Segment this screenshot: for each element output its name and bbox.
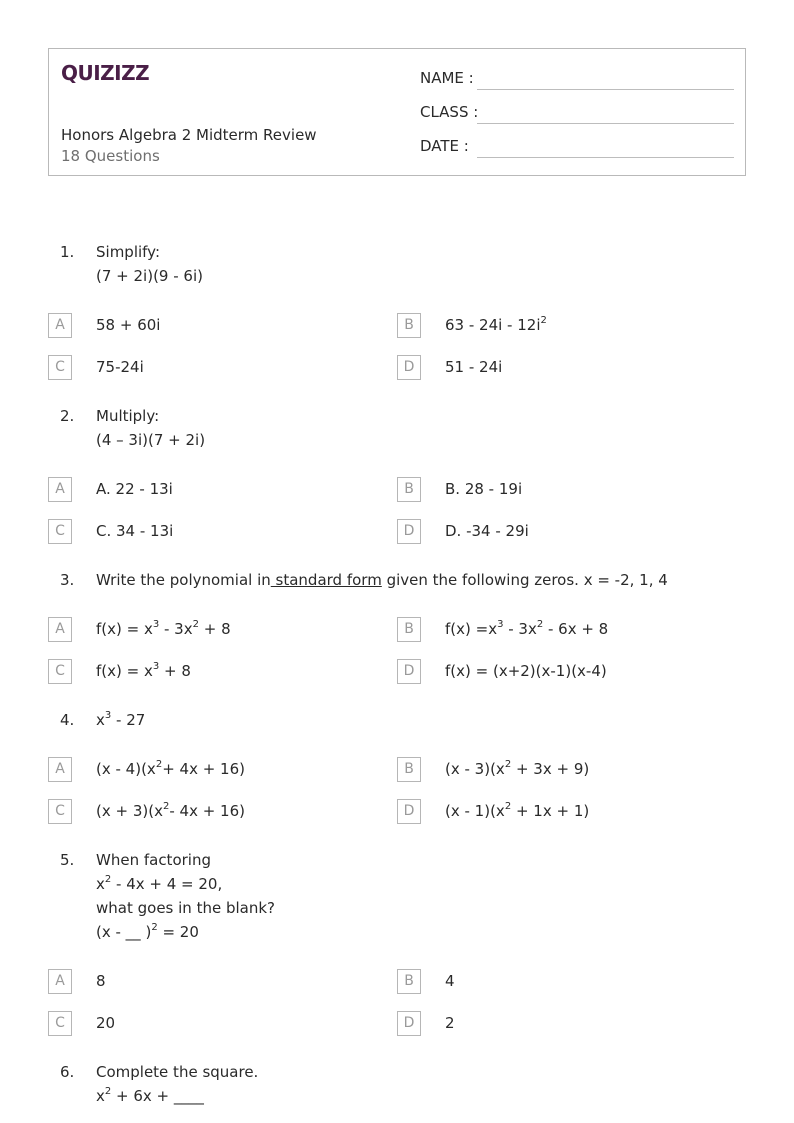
question-text: Write the polynomial in standard form given the following zeros. x = -2, 1, 4 bbox=[96, 571, 668, 589]
option-text: B. 28 - 19i bbox=[445, 480, 523, 498]
option-text: $(x - 4)(x^2+ 4x + 16)$ bbox=[96, 759, 245, 778]
option-text: A. 22 - 13i bbox=[96, 480, 173, 498]
option-text: f(x) = (x+2)(x-1)(x-4) bbox=[445, 662, 607, 680]
option-letter-box[interactable]: C bbox=[48, 799, 72, 824]
worksheet-title: Honors Algebra 2 Midterm Review bbox=[61, 126, 317, 144]
option-letter-box[interactable]: C bbox=[48, 519, 72, 544]
question-text: $x^2 - 4x + 4 = 20$, bbox=[96, 874, 223, 893]
question-text: When factoring bbox=[96, 851, 211, 869]
option-letter-box[interactable]: C bbox=[48, 1011, 72, 1036]
option-letter-box[interactable]: B bbox=[397, 757, 421, 782]
question-number: 2. bbox=[60, 407, 75, 425]
option-text: 20 bbox=[96, 1014, 116, 1032]
name-line[interactable] bbox=[477, 89, 734, 90]
option-text: $(x + 3)(x^2-$ 4x + 16) bbox=[96, 801, 245, 820]
option-letter-box[interactable]: C bbox=[48, 355, 72, 380]
question-number: 3. bbox=[60, 571, 75, 589]
question-text: Complete the square. bbox=[96, 1063, 259, 1081]
question-number: 1. bbox=[60, 243, 75, 261]
option-text: $f(x) = x^3 + 8$ bbox=[96, 661, 191, 680]
option-text: 75-24i bbox=[96, 358, 144, 376]
option-letter-box[interactable]: A bbox=[48, 477, 72, 502]
class-label: CLASS : bbox=[420, 103, 479, 121]
option-letter-box[interactable]: B bbox=[397, 477, 421, 502]
option-letter-box[interactable]: C bbox=[48, 659, 72, 684]
option-letter-box[interactable]: D bbox=[397, 519, 421, 544]
option-text: $63 - 24i - 12i^2$ bbox=[445, 315, 547, 334]
option-text: 8 bbox=[96, 972, 106, 990]
option-letter-box[interactable]: D bbox=[397, 659, 421, 684]
option-letter-box[interactable]: A bbox=[48, 313, 72, 338]
question-text: (7 + 2i)(9 - 6i) bbox=[96, 267, 203, 285]
option-letter-box[interactable]: B bbox=[397, 313, 421, 338]
question-count: 18 Questions bbox=[61, 147, 160, 165]
option-letter-box[interactable]: D bbox=[397, 799, 421, 824]
option-letter-box[interactable]: A bbox=[48, 969, 72, 994]
question-number: 4. bbox=[60, 711, 75, 729]
date-line[interactable] bbox=[477, 157, 734, 158]
question-text: (x - __ )$^2$ = 20 bbox=[96, 922, 199, 941]
question-text: $x^3 - 27$ bbox=[96, 710, 146, 729]
question-text: Multiply: bbox=[96, 407, 160, 425]
option-text: 51 - 24i bbox=[445, 358, 503, 376]
worksheet-header bbox=[48, 48, 746, 176]
question-number: 5. bbox=[60, 851, 75, 869]
class-line[interactable] bbox=[477, 123, 734, 124]
option-text: 2 bbox=[445, 1014, 455, 1032]
option-text: C. 34 - 13i bbox=[96, 522, 174, 540]
question-number: 6. bbox=[60, 1063, 75, 1081]
name-label: NAME : bbox=[420, 69, 474, 87]
option-letter-box[interactable]: A bbox=[48, 617, 72, 642]
underlined-term: standard form bbox=[270, 571, 382, 589]
option-text: $(x - 3)(x^2 + 3x + 9)$ bbox=[445, 759, 590, 778]
logo-text: QUIZIZZ bbox=[61, 61, 150, 85]
date-label: DATE : bbox=[420, 137, 469, 155]
option-text: 4 bbox=[445, 972, 455, 990]
option-letter-box[interactable]: B bbox=[397, 617, 421, 642]
question-text: Simplify: bbox=[96, 243, 161, 261]
question-text: $x^2 + 6x$ + ____ bbox=[96, 1086, 204, 1105]
quizizz-logo bbox=[61, 59, 153, 85]
question-text: what goes in the blank? bbox=[96, 899, 275, 917]
option-letter-box[interactable]: A bbox=[48, 757, 72, 782]
option-letter-box[interactable]: B bbox=[397, 969, 421, 994]
option-letter-box[interactable]: D bbox=[397, 355, 421, 380]
option-text: D. -34 - 29i bbox=[445, 522, 529, 540]
option-text: $f(x) = x^3 - 3x^2 + 8$ bbox=[96, 619, 231, 638]
option-text: $f(x) =x^3 - 3x^2 - 6x + 8$ bbox=[445, 619, 609, 638]
option-text: 58 + 60i bbox=[96, 316, 161, 334]
option-letter-box[interactable]: D bbox=[397, 1011, 421, 1036]
question-text: (4 – 3i)(7 + 2i) bbox=[96, 431, 206, 449]
option-text: $(x - 1)(x^2 + 1x + 1)$ bbox=[445, 801, 590, 820]
